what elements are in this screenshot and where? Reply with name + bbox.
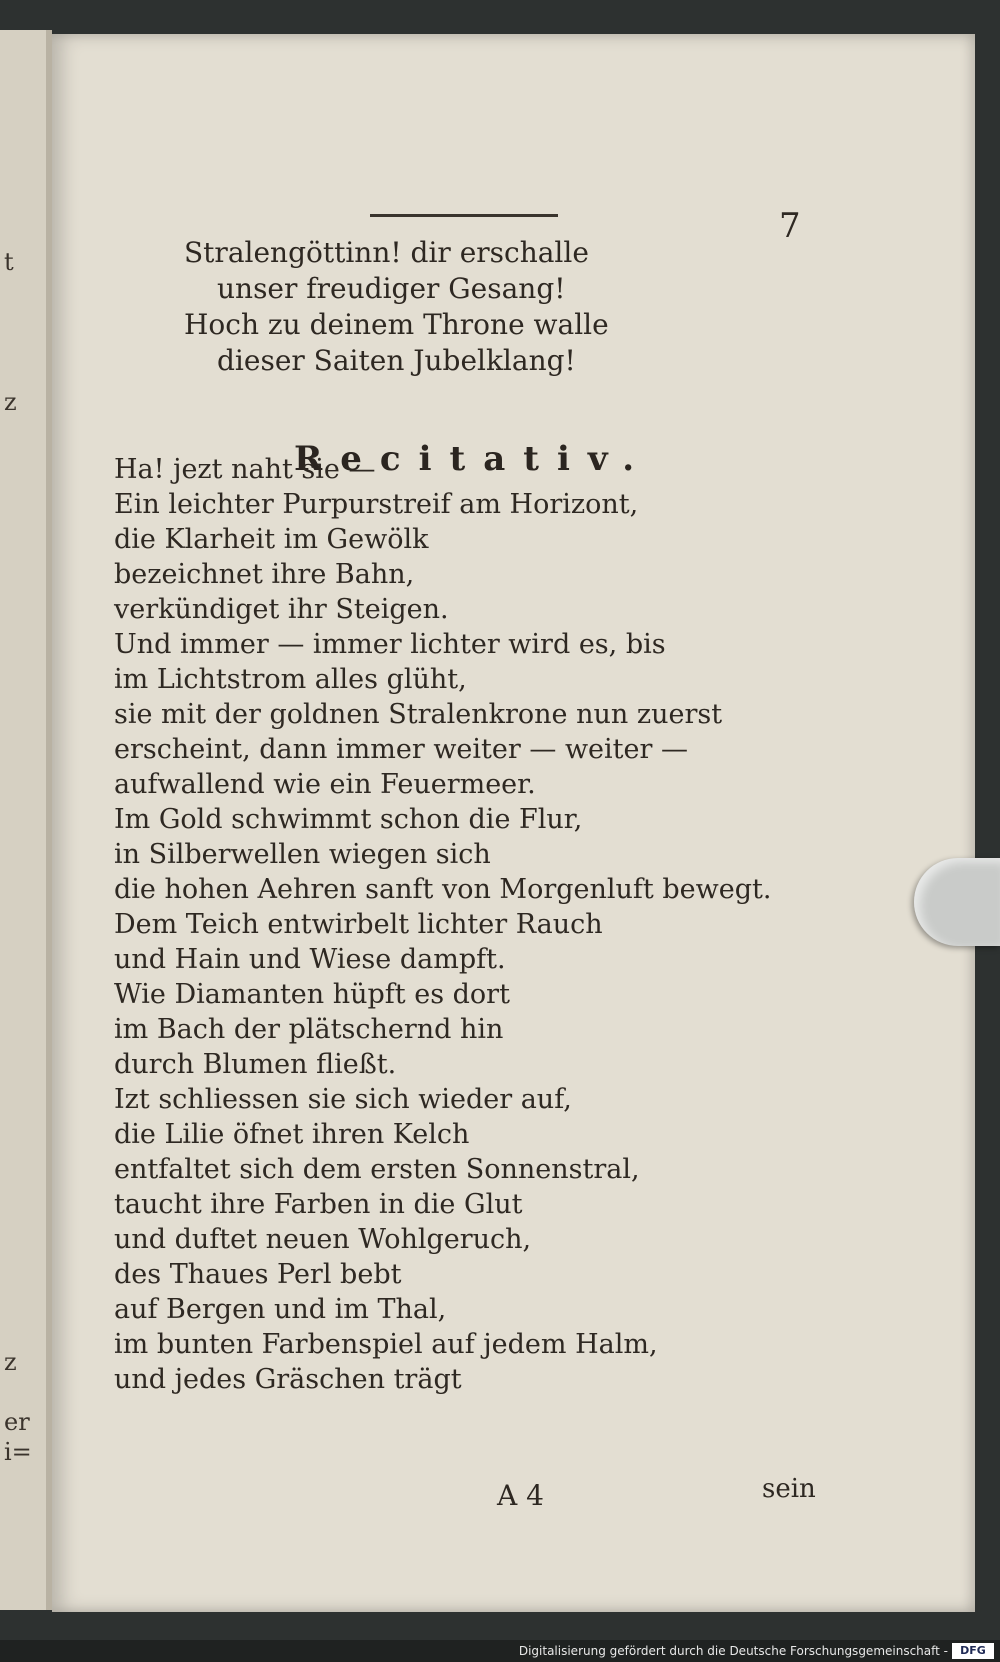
recitativ-line: durch Blumen fließt. [114,1049,397,1080]
recitativ-line: die Klarheit im Gewölk [114,524,429,555]
recitativ-line: aufwallend wie ein Feuermeer. [114,769,536,800]
stanza-line: unser freudiger Gesang! [217,272,566,305]
book-page [52,34,975,1612]
recitativ-line: des Thaues Perl bebt [114,1259,402,1290]
recitativ-line: im Lichtstrom alles glüht, [114,664,467,695]
recitativ-line: die Lilie öfnet ihren Kelch [114,1119,470,1150]
recitativ-line: in Silberwellen wiegen sich [114,839,491,870]
header-rule [370,214,558,217]
dfg-logo: DFG [952,1643,994,1659]
adjacent-page-fragment: er [4,1408,30,1436]
stanza-line: Stralengöttinn! dir erschalle [184,236,589,269]
adjacent-page-fragment: z [4,1348,17,1376]
recitativ-line: die hohen Aehren sanft von Morgenluft bewegt. [114,874,772,905]
recitativ-line: sie mit der goldnen Stralenkrone nun zuerst [114,699,723,730]
section-heading: Recitativ. [294,439,653,479]
recitativ-line: Wie Diamanten hüpft es dort [114,979,510,1010]
stanza-line: Hoch zu deinem Throne walle [184,308,609,341]
recitativ-line: Und immer — immer lichter wird es, bis [114,629,666,660]
recitativ-line: entfaltet sich dem ersten Sonnenstral, [114,1154,640,1185]
catchword: sein [762,1474,816,1504]
recitativ-line: bezeichnet ihre Bahn, [114,559,415,590]
adjacent-page-fragment: t [4,248,14,276]
recitativ-line: auf Bergen und im Thal, [114,1294,447,1325]
recitativ-line: und jedes Gräschen trägt [114,1364,462,1395]
page-number: 7 [779,206,801,246]
recitativ-line: taucht ihre Farben in die Glut [114,1189,523,1220]
page-clip-tab [914,858,1000,946]
recitativ-line: im Bach der plätschernd hin [114,1014,504,1045]
recitativ-line: im bunten Farbenspiel auf jedem Halm, [114,1329,658,1360]
adjacent-page-fragment: z [4,388,17,416]
recitativ-line: Dem Teich entwirbelt lichter Rauch [114,909,603,940]
footer-credit: Digitalisierung gefördert durch die Deutsche Forschungsgemeinschaft - [518,1644,948,1658]
recitativ-line: erscheint, dann immer weiter — weiter — [114,734,688,765]
recitativ-line: Izt schliessen sie sich wieder auf, [114,1084,572,1115]
recitativ-line: Ein leichter Purpurstreif am Horizont, [114,489,639,520]
recitativ-line: Im Gold schwimmt schon die Flur, [114,804,583,835]
adjacent-page-fragment: i= [4,1438,32,1466]
adjacent-page-edge [0,30,52,1610]
recitativ-line: verkündiget ihr Steigen. [114,594,449,625]
recitativ-line: und duftet neuen Wohlgeruch, [114,1224,532,1255]
signature-mark: A 4 [497,1479,544,1512]
recitativ-line: und Hain und Wiese dampft. [114,944,506,975]
recitativ-line: Ha! jezt naht sie — [114,454,376,485]
stanza-line: dieser Saiten Jubelklang! [217,344,576,377]
